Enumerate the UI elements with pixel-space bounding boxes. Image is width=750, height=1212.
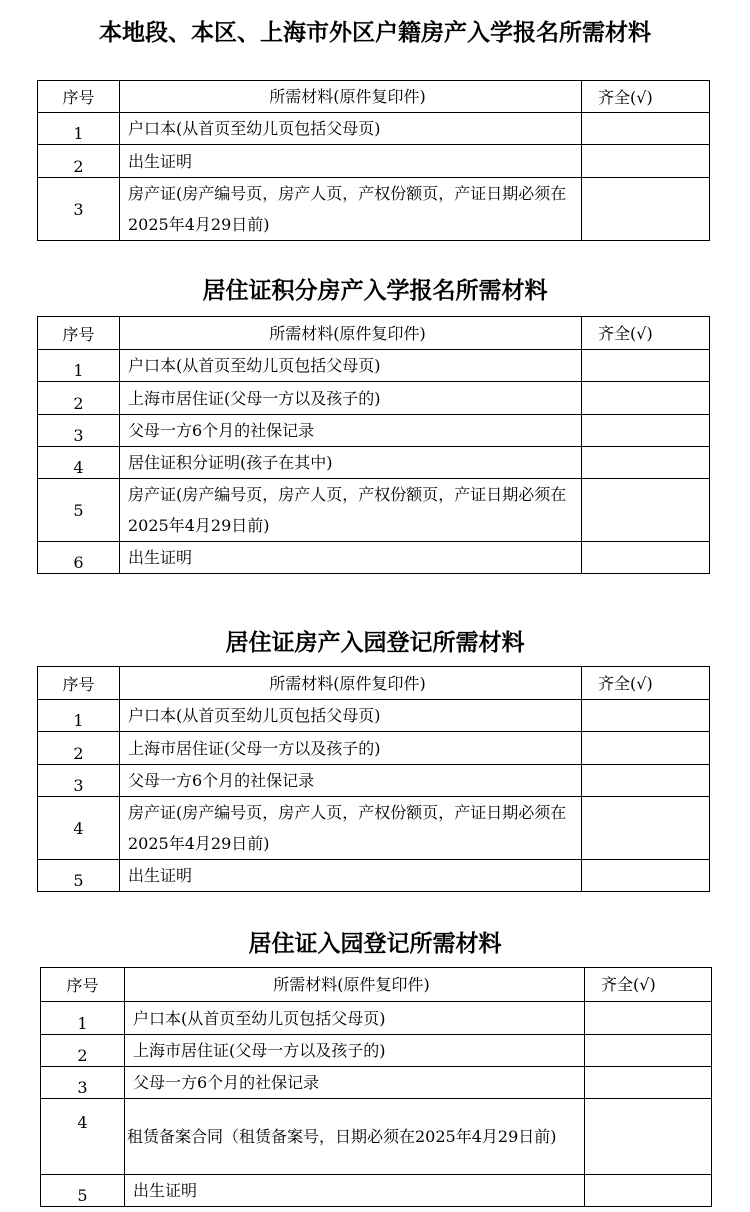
row-check-cell[interactable] [582, 479, 710, 542]
row-no: 4 [38, 447, 120, 479]
row-check-cell[interactable] [582, 700, 710, 732]
row-material: 上海市居住证(父母一方以及孩子的) [120, 732, 582, 765]
header-check: 齐全(√) [582, 81, 710, 113]
section-4-table [40, 967, 712, 1207]
row-material: 户口本(从首页至幼儿页包括父母页) [120, 350, 582, 382]
table-header-row [38, 317, 710, 350]
row-no: 1 [38, 700, 120, 732]
table-header-row [38, 81, 710, 113]
row-material: 出生证明 [120, 860, 582, 892]
table-row [41, 1099, 712, 1175]
table-row [38, 860, 710, 892]
table-row [38, 542, 710, 574]
table-row [38, 113, 710, 145]
section-3-table [37, 666, 710, 892]
header-no: 序号 [38, 317, 120, 350]
header-check: 齐全(√) [582, 667, 710, 700]
row-material: 户口本(从首页至幼儿页包括父母页) [125, 1002, 585, 1035]
row-no: 5 [38, 860, 120, 892]
row-no: 5 [41, 1175, 125, 1207]
row-no: 2 [38, 732, 120, 765]
row-check-cell[interactable] [582, 415, 710, 447]
row-material: 户口本(从首页至幼儿页包括父母页) [120, 113, 582, 145]
table-row [41, 1175, 712, 1207]
row-no: 2 [38, 145, 120, 178]
header-material: 所需材料(原件复印件) [120, 667, 582, 700]
row-no: 2 [38, 382, 120, 415]
row-material: 上海市居住证(父母一方以及孩子的) [125, 1035, 585, 1067]
row-check-cell[interactable] [582, 382, 710, 415]
row-check-cell[interactable] [582, 797, 710, 860]
header-no: 序号 [38, 667, 120, 700]
row-material: 上海市居住证(父母一方以及孩子的) [120, 382, 582, 415]
header-no: 序号 [41, 968, 125, 1002]
row-no: 4 [41, 1099, 125, 1175]
row-material: 房产证(房产编号页，房产人页，产权份额页，产证日期必须在2025年4月29日前) [120, 797, 582, 860]
row-check-cell[interactable] [582, 350, 710, 382]
header-no: 序号 [38, 81, 120, 113]
table-row [38, 145, 710, 178]
table-row [38, 415, 710, 447]
row-check-cell[interactable] [582, 145, 710, 178]
table-row [41, 1002, 712, 1035]
row-check-cell[interactable] [582, 542, 710, 574]
row-no: 3 [38, 765, 120, 797]
row-no: 3 [41, 1067, 125, 1099]
row-material: 出生证明 [120, 145, 582, 178]
row-no: 5 [38, 479, 120, 542]
row-no: 3 [38, 178, 120, 241]
row-material: 房产证(房产编号页，房产人页，产权份额页，产证日期必须在2025年4月29日前) [120, 479, 582, 542]
row-check-cell[interactable] [582, 765, 710, 797]
section-1-title: 本地段、本区、上海市外区户籍房产入学报名所需材料 [99, 20, 651, 46]
row-check-cell[interactable] [585, 1002, 712, 1035]
table-row [38, 765, 710, 797]
row-material: 房产证(房产编号页，房产人页，产权份额页，产证日期必须在2025年4月29日前) [120, 178, 582, 241]
table-header-row [41, 968, 712, 1002]
header-material: 所需材料(原件复印件) [120, 317, 582, 350]
row-material: 父母一方6个月的社保记录 [120, 765, 582, 797]
table-row [41, 1067, 712, 1099]
row-material: 父母一方6个月的社保记录 [120, 415, 582, 447]
table-row [41, 1035, 712, 1067]
section-2-title: 居住证积分房产入学报名所需材料 [202, 278, 548, 304]
section-2-table [37, 316, 710, 574]
header-check: 齐全(√) [582, 317, 710, 350]
row-no: 4 [38, 797, 120, 860]
row-material: 出生证明 [120, 542, 582, 574]
row-material: 租赁备案合同（租赁备案号，日期必须在2025年4月29日前) [125, 1099, 585, 1175]
row-material: 居住证积分证明(孩子在其中) [120, 447, 582, 479]
row-check-cell[interactable] [585, 1035, 712, 1067]
table-row [38, 700, 710, 732]
row-no: 1 [38, 350, 120, 382]
row-check-cell[interactable] [582, 732, 710, 765]
table-row [38, 732, 710, 765]
row-no: 3 [38, 415, 120, 447]
row-check-cell[interactable] [582, 860, 710, 892]
row-material: 户口本(从首页至幼儿页包括父母页) [120, 700, 582, 732]
row-check-cell[interactable] [585, 1099, 712, 1175]
row-material: 父母一方6个月的社保记录 [125, 1067, 585, 1099]
table-row [38, 479, 710, 542]
header-material: 所需材料(原件复印件) [120, 81, 582, 113]
row-check-cell[interactable] [585, 1175, 712, 1207]
row-no: 1 [41, 1002, 125, 1035]
table-row [38, 797, 710, 860]
table-row [38, 382, 710, 415]
header-check: 齐全(√) [585, 968, 712, 1002]
row-check-cell[interactable] [582, 447, 710, 479]
section-4-title: 居住证入园登记所需材料 [248, 931, 502, 957]
section-3-title: 居住证房产入园登记所需材料 [225, 630, 525, 656]
row-check-cell[interactable] [585, 1067, 712, 1099]
table-row [38, 350, 710, 382]
table-row [38, 447, 710, 479]
row-no: 6 [38, 542, 120, 574]
row-check-cell[interactable] [582, 113, 710, 145]
row-no: 2 [41, 1035, 125, 1067]
row-material: 出生证明 [125, 1175, 585, 1207]
header-material: 所需材料(原件复印件) [125, 968, 585, 1002]
section-1-table [37, 80, 710, 241]
row-check-cell[interactable] [582, 178, 710, 241]
row-no: 1 [38, 113, 120, 145]
table-row [38, 178, 710, 241]
table-header-row [38, 667, 710, 700]
